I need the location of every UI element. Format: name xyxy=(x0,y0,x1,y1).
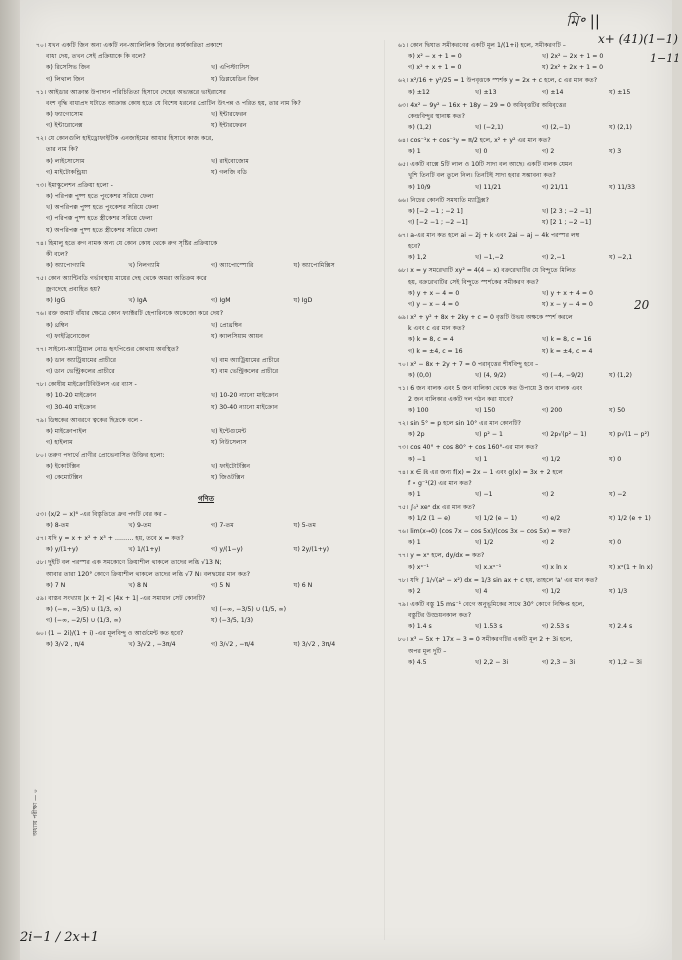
answer-options xyxy=(398,252,676,263)
answer-options xyxy=(36,320,376,342)
answer-option: খ) 0 xyxy=(475,148,488,156)
question-item xyxy=(36,533,376,555)
answer-option: খ) ফাইটোটক্সিন xyxy=(211,463,251,471)
question-stem: ৭৫। ∫₀¹ xeˣ dx এর মান কত? xyxy=(398,504,476,512)
answer-options xyxy=(36,260,376,271)
answer-option: খ) −1 xyxy=(475,491,493,499)
answer-option: গ) y − x − 4 = 0 xyxy=(408,301,459,309)
answer-option: খ) (4, 9/2) xyxy=(475,371,507,379)
answer-option: ক) 10/9 xyxy=(408,183,431,191)
answer-options xyxy=(398,122,676,133)
question-stem-continued: জ্রণদেহে প্রবাহিত হয়? xyxy=(46,286,101,294)
page-binding xyxy=(0,0,20,960)
math-section-heading: গণিত xyxy=(197,494,215,503)
answer-option: খ) y + x + 4 = 0 xyxy=(542,289,593,297)
answer-option: ঘ) [2 1 ; −2 −1] xyxy=(542,219,592,227)
answer-option: ক) y + x − 4 = 0 xyxy=(408,289,460,297)
question-stem: ৭০। x² − 8x + 2y + 7 = 0 পরাবৃত্তের শীর্ষবিন্দু হবে – xyxy=(398,360,539,368)
answer-options xyxy=(398,429,676,440)
handwritten-note-top-3: 1−11 xyxy=(650,52,681,65)
answer-option: গ) 2 xyxy=(542,148,555,156)
answer-option: গ) কেমোটক্সিন xyxy=(46,474,83,482)
answer-option: ঘ) 50 xyxy=(609,407,626,415)
answer-option: ক) ফ্যাগোসোম xyxy=(46,111,83,119)
question-item xyxy=(36,509,376,531)
question-item xyxy=(398,383,676,417)
answer-option: খ) 2,2 − 3i xyxy=(475,658,509,666)
answer-option: ক) 1.4 s xyxy=(408,623,432,631)
question-stem: ৭১। 6 জন বালক এবং 5 জন বালিকা থেকে কত উপায়ে 3 জন বালক এবং xyxy=(398,384,583,392)
answer-options xyxy=(398,513,676,524)
question-stem: ৫৩। (x/2 − x)⁶ -এর বিস্তৃতিতে ধ্রুব পদটি বের কর – xyxy=(36,510,167,518)
question-stem: ৮০। x³ − 5x + 17x − 3 = 0 সমীকরণটির একটি মূল 2 + 3i হলে, xyxy=(398,636,573,644)
question-stem-continued: কী বলে? xyxy=(46,250,68,258)
answer-options xyxy=(36,109,376,131)
answer-option: ঘ) IgD xyxy=(293,297,313,305)
answer-option: গ) (2,−1) xyxy=(542,124,571,132)
answer-option: ঘ) (−3/5, 1/3) xyxy=(211,617,254,625)
answer-option: খ) x.xˣ⁻¹ xyxy=(475,563,502,571)
question-item xyxy=(36,308,376,342)
answer-option: গ) 3/√2 , −π/4 xyxy=(211,641,255,649)
question-stem: ৭৯। একটি বস্তু 15 ms⁻¹ বেগে অনুভূমিকের সাথে 30° কোণে নিক্ষিপ্ত হলে, xyxy=(398,600,585,608)
answer-option: খ) ইন্টেগুমেন্ট xyxy=(211,427,247,435)
answer-option: গ) হাইলাম xyxy=(46,439,73,447)
question-item xyxy=(36,557,376,591)
answer-options xyxy=(398,334,676,356)
answer-option: গ) ±14 xyxy=(542,88,564,96)
handwritten-note-bottom: 2i−1 / 2x+1 xyxy=(20,930,100,945)
answer-option: খ) এপিস্ট্যাসিস xyxy=(211,64,250,72)
answer-options xyxy=(398,370,676,381)
answer-options xyxy=(398,562,676,573)
answer-option: খ) 1.53 s xyxy=(475,623,503,631)
math-question-list-right xyxy=(398,40,676,668)
answer-option: খ) 4 xyxy=(475,587,488,595)
question-item xyxy=(36,133,376,178)
answer-option: ক) 2 xyxy=(408,587,421,595)
answer-options xyxy=(398,405,676,416)
question-stem-continued: বস্তুটির উড্ডয়নকাল কত? xyxy=(408,612,471,620)
handwritten-note-margin: 20 xyxy=(634,298,650,312)
answer-option: ঘ) x − y − 4 = 0 xyxy=(542,301,593,309)
answer-option: ক) IgG xyxy=(46,297,66,305)
answer-option: ঘ) −2,1 xyxy=(609,254,633,262)
answer-option: গ) 2,3 − 3i xyxy=(542,658,576,666)
answer-option: ক) (1,2) xyxy=(408,124,432,132)
answer-option: খ) প্রোথ্রম্বিন xyxy=(211,321,242,329)
question-item xyxy=(398,502,676,524)
math-question-list xyxy=(36,509,376,651)
answer-option: গ) 21/11 xyxy=(542,183,569,191)
answer-option: ক) k = 8, c = 4 xyxy=(408,336,454,344)
answer-option: ঘ) ক্যালসিয়াম আয়ন xyxy=(211,332,263,340)
handwritten-note-top-2: x+ (41)(1−1) xyxy=(598,32,678,46)
answer-option: ঘ) নিউসেলাস xyxy=(211,439,247,447)
answer-option: ঘ) অ্যাপোমিক্সিস xyxy=(293,262,335,270)
answer-option: গ) 30-40 মাইক্রোন xyxy=(46,403,96,411)
answer-option: গ) 2,−1 xyxy=(542,254,566,262)
answer-option: ক) 10-20 মাইক্রোন xyxy=(46,392,97,400)
question-stem: ৭৭। y = xˣ হলে, dy/dx = কত? xyxy=(398,552,485,560)
question-stem: ৭৭। সাইনো-অ্যাট্রিয়াল নোড হৃৎপিণ্ডের কোথায় অবস্থিত? xyxy=(36,345,179,353)
question-item xyxy=(398,159,676,193)
question-item xyxy=(398,442,676,464)
question-stem-continued: হবে? xyxy=(408,243,421,251)
answer-options xyxy=(398,657,676,668)
question-stem: ৬৬। নিচের কোনটি সমঘাতি ম্যাট্রিক্স? xyxy=(398,196,489,204)
side-label: অধ্যায় পরীক্ষা — ০ xyxy=(32,789,39,836)
answer-options xyxy=(398,454,676,465)
answer-option: ঘ) ±15 xyxy=(609,88,631,96)
question-stem: ৬৯। x² + y² + 8x + 2ky + c = 0 বৃত্তটি উভয় অক্ষকে স্পর্শ করলে xyxy=(398,314,573,322)
answer-options xyxy=(36,62,376,84)
question-item xyxy=(36,450,376,484)
answer-option: ক) 1,2 xyxy=(408,254,427,262)
question-stem: ৭১। আইডার আক্রান্ত উপাদান পরিচিতিতা হিসাবে দেহের অভ্যন্তরে ভাইরাসের xyxy=(36,88,226,96)
answer-option: ঘ) 6 N xyxy=(293,581,313,589)
answer-option: গ) ফাইব্রিনোজেন xyxy=(46,332,90,340)
question-item xyxy=(36,40,376,85)
question-item xyxy=(398,634,676,668)
column-divider xyxy=(384,40,385,940)
question-stem: ৬৩। 4x² − 9y² − 16x + 18y − 29 = 0 অধিবৃত্তটির অধিবৃত্তের xyxy=(398,101,567,109)
answer-option: ক) (−∞, −3/5) ∪ (1/3, ∞) xyxy=(46,605,122,613)
answer-option: ক) অ্যাপোগ্যামি xyxy=(46,262,85,270)
answer-option: খ) নিলগ্যামি xyxy=(128,262,160,270)
question-item xyxy=(398,195,676,229)
answer-option: খ) 10-20 ন্যানো মাইক্রোন xyxy=(211,392,279,400)
answer-options xyxy=(398,621,676,632)
answer-option: খ) k = 8, c = 16 xyxy=(542,336,592,344)
answer-option: গ) (−4, −9/2) xyxy=(542,371,584,379)
question-stem: ৭৮। কোষীয় মাইক্রোটিবিউলস এর ব্যাস - xyxy=(36,381,137,389)
handwritten-note-top: মি॰ || xyxy=(566,12,600,30)
answer-option: ক) 100 xyxy=(408,407,429,415)
question-stem: ৭২। যে কোনগুলি হাইড্রোফাইটিক এনজাইমের আধার হিসাবে কাজ করে, xyxy=(36,135,214,143)
question-stem: ৬১। কোন দ্বিঘাত সমীকরণের একটি মূল 1/(1+i) হলে, সমীকরণটি – xyxy=(398,42,566,49)
answer-option: ঘ) −2 xyxy=(609,491,627,499)
question-stem: ৮০। তরুণ পদার্থে প্রাণীর প্রোভেনাসিত উক্তির হলো: xyxy=(36,452,165,460)
answer-option: ঘ) 3/√2 , 3π/4 xyxy=(293,641,336,649)
question-item xyxy=(398,599,676,633)
answer-option: ক) ডান অ্যাট্রিয়ামের প্রাচীরে xyxy=(46,357,116,365)
answer-option: ঘ) ইন্টারফেরন xyxy=(211,122,247,130)
question-item xyxy=(36,87,376,132)
answer-option: গ) IgM xyxy=(211,297,231,305)
question-stem: ৭২। sin 5° = p হলে sin 10° এর মান কোনটি? xyxy=(398,420,521,428)
answer-option: গ) 1/2 xyxy=(542,587,561,595)
answer-option: ঘ) ডিপ্লয়েডিন জিন xyxy=(211,75,259,83)
question-stem: ৫৭। যদি y = x + x² + x³ + ……… হয়, তবে x = কত? xyxy=(36,535,184,543)
question-stem: ৭৯। ডিম্বকের আবরণে ত্বকের ছিদ্রকে বলে - xyxy=(36,416,143,424)
question-stem: ৭৬। রক্ত জমাট বাঁধার ক্ষেত্রে কোন ফ্যাক্টরটি হেপারিনকে অকেজো করে দেয়? xyxy=(36,310,223,318)
answer-option: খ) IgA xyxy=(128,297,147,305)
question-stem: ৭৩। ইমাস্কুলেশন প্রক্রিয়া হলো - xyxy=(36,181,113,189)
question-stem: ৬৫। একটি বাক্সে 5টি লাল ও 10টি সাদা বল আছে। একটি বালক যেমন xyxy=(398,161,573,169)
answer-option: ঘ) 5-তম xyxy=(293,522,316,530)
answer-option: ক) 1 xyxy=(408,491,421,499)
question-stem: ৭০। যখন একটি জিন অন্য একটি নন-অ্যালিলিক জিনের কার্যকারিতা প্রকাশে xyxy=(36,42,223,49)
question-stem: ৭৬। lim(x→0) (cos 7x − cos 5x)/(cos 3x − cos 5x) = কত? xyxy=(398,528,571,536)
answer-option: ঘ) (1,2) xyxy=(609,371,632,379)
question-item xyxy=(36,593,376,627)
question-item xyxy=(398,467,676,501)
answer-option: গ) y/(1−y) xyxy=(211,546,243,554)
answer-option: খ) বাম অ্যাট্রিয়ামের প্রাচীরে xyxy=(211,357,280,365)
question-stem: ৭৪। x ∈ ℝ এর জন্য f(x) = 2x − 1 এবং g(x) = 3x + 2 হলে xyxy=(398,468,563,476)
answer-option: ক) 7 N xyxy=(46,581,66,589)
answer-option: ক) [−2 −1 ; −2 1] xyxy=(408,207,463,215)
right-column xyxy=(398,40,676,670)
answer-option: ঘ) 1/2 (e + 1) xyxy=(609,515,651,523)
question-item xyxy=(36,415,376,449)
question-stem: ৭৫। কোন অ্যান্টিবডি গর্ভাবস্থায় মায়ের দেহ থেকে অমরা অতিক্রম করে xyxy=(36,275,207,283)
answer-option: খ) 8 N xyxy=(128,581,148,589)
answer-option: ঘ) 2x² + 2x + 1 = 0 xyxy=(542,64,604,72)
answer-option: খ) ±13 xyxy=(475,88,497,96)
answer-option: ঘ) 1/3 xyxy=(609,587,628,595)
question-item xyxy=(398,135,676,157)
question-item xyxy=(36,180,376,236)
answer-option: ক) (0,0) xyxy=(408,371,432,379)
answer-options xyxy=(36,191,376,236)
answer-option: খ) (−∞, −3/5) ∪ (1/5, ∞) xyxy=(211,605,287,613)
answer-option: গ) 2.53 s xyxy=(542,623,570,631)
answer-options xyxy=(398,537,676,548)
answer-option: ক) x² − x + 1 = 0 xyxy=(408,53,462,61)
question-item xyxy=(398,575,676,597)
question-stem-continued: বংশ বৃদ্ধি বাধাপ্রদ ঘটাতে আক্রান্ত কোষ হতে যে বিশেষ ধরনের প্রোটিন উৎপন্ন ও পরিত হয়, তার নাম কি? xyxy=(46,99,301,107)
question-stem-continued: কেন্দ্রবিন্দুর স্থানাঙ্ক কত? xyxy=(408,112,465,120)
question-item xyxy=(398,40,676,74)
question-stem-continued: 2 জন বালিকার একটি দল গঠন করা যাবে? xyxy=(408,396,514,404)
answer-option: খ) 150 xyxy=(475,407,496,415)
answer-option: গ) লিথাল জিন xyxy=(46,75,85,83)
question-stem: ৬০। (1 − 2i)/(1 + i) -এর মূলবিন্দু ও আর্গুমেন্ট কত হবে? xyxy=(36,630,184,638)
answer-option: খ) −1,−2 xyxy=(475,254,504,262)
answer-option: গ) 2p√(p² − 1) xyxy=(542,431,587,439)
answer-option: গ) e/2 xyxy=(542,515,561,523)
answer-option: গ) অ্যাপোস্পোরি xyxy=(211,262,254,270)
biology-question-list xyxy=(36,40,376,484)
answer-option: ঘ) 11/33 xyxy=(609,183,636,191)
answer-option: খ) অপরিপক্ক পুষ্প হতে পুংকেশর সরিয়ে ফেলা xyxy=(46,204,159,212)
answer-option: ঘ) p√(1 − p²) xyxy=(609,431,650,439)
answer-option: খ) 1/2 xyxy=(475,539,494,547)
answer-option: ঘ) 1,2 − 3i xyxy=(609,658,642,666)
answer-option: ক) 2p xyxy=(408,431,425,439)
answer-options xyxy=(398,87,676,98)
question-stem-continued: f ∘ g⁻¹(2) এর মান কত? xyxy=(408,479,472,487)
answer-option: ক) 4.5 xyxy=(408,658,427,666)
question-stem: ৬৪। cos⁻¹x + cos⁻¹y = π/2 হলে, x² + y² এর মান কত? xyxy=(398,137,551,145)
question-stem: ৫৯। বাস্তব সংখ্যায় |x + 2| < |4x + 1| -এর সমাধান সেট কোনটি? xyxy=(36,594,206,602)
answer-options xyxy=(36,544,376,555)
question-stem-continued: বাধা দেয়, তখন সেই প্রক্রিয়াকে কি বলে? xyxy=(46,53,146,61)
answer-option: গ) মাইটোকন্ড্রিয়া xyxy=(46,168,88,176)
question-item xyxy=(36,628,376,650)
question-stem: ৭৮। যদি ∫ 1/√(a² − x²) dx = 1/3 sin ax + c হয়, তাহলে 'a' এর মান কত? xyxy=(398,576,598,584)
answer-options xyxy=(36,520,376,531)
question-stem-continued: k এবং c এর মান কত? xyxy=(408,325,465,333)
answer-option: ঘ) 0 xyxy=(609,455,622,463)
answer-option: ক) 3/√2 , π/4 xyxy=(46,641,85,649)
question-stem: ৭৪। হিমালু হতে রুগ নামক অন্য যে কোন কোষ থেকে রুগ সৃষ্টির প্রক্রিয়াকে xyxy=(36,239,218,247)
answer-option: গ) x ln x xyxy=(542,563,568,571)
question-stem: ৭৩। cos 40° + cos 80° + cos 160°-এর মান কত? xyxy=(398,444,538,452)
answer-option: গ) 7-তম xyxy=(211,522,234,530)
answer-options xyxy=(36,355,376,377)
answer-options xyxy=(36,295,376,306)
answer-option: ঘ) বাম ভেন্ট্রিকলের প্রাচীরে xyxy=(211,368,279,376)
answer-option: ক) পরিপক্ক পুষ্প হতে পুংকেশর সরিয়ে ফেলা xyxy=(46,193,154,201)
question-item xyxy=(36,344,376,378)
answer-option: ক) ইকোটক্সিন xyxy=(46,463,80,471)
answer-option: গ) k = ±4, c = 16 xyxy=(408,347,463,355)
answer-option: ঘ) k = ±4, c = 4 xyxy=(542,347,593,355)
answer-option: খ) 2x² − 2x + 1 = 0 xyxy=(542,53,604,61)
answer-option: গ) (−∞, −2/5) ∪ (1/3, ∞) xyxy=(46,617,122,625)
answer-options xyxy=(36,156,376,178)
answer-option: ক) থ্রম্বিন xyxy=(46,321,69,329)
question-stem-continued: হয়, বক্ররেখাটির সেই বিন্দুতে স্পর্শকের সমীকরণ কত? xyxy=(408,278,539,286)
answer-option: ক) 1 xyxy=(408,539,421,547)
question-item xyxy=(398,100,676,134)
answer-option: খ) [2 3 ; −2 −1] xyxy=(542,207,592,215)
answer-options xyxy=(398,51,676,73)
answer-option: ক) xˣ⁻¹ xyxy=(408,563,429,571)
answer-option: গ) 1/2 xyxy=(542,455,561,463)
answer-option: খ) 11/21 xyxy=(475,183,502,191)
answer-options xyxy=(398,489,676,500)
answer-option: ক) ±12 xyxy=(408,88,430,96)
answer-option: খ) রাইবোজোম xyxy=(211,157,249,165)
question-item xyxy=(36,379,376,413)
answer-option: ঘ) গলজি বডি xyxy=(211,168,247,176)
question-stem-continued: খুশি তিনটি বল তুলে নিল। তিনটিই সাদা হবার সম্ভাবনা কত? xyxy=(408,172,556,180)
answer-option: গ) ডান ভেন্ট্রিকলের প্রাচীরে xyxy=(46,368,115,376)
answer-option: গ) [−2 −1 ; −2 −1] xyxy=(408,219,468,227)
answer-options xyxy=(398,586,676,597)
answer-options xyxy=(398,182,676,193)
answer-option: গ) 5 N xyxy=(211,581,230,589)
answer-option: গ) 2 xyxy=(542,539,555,547)
answer-option: ক) 8-তম xyxy=(46,522,69,530)
answer-option: ঘ) অপরিপক্ক পুষ্প হতে স্ত্রীকেশর সরিয়ে ফেলা xyxy=(46,226,158,234)
answer-option: গ) x² + x + 1 = 0 xyxy=(408,64,462,72)
question-item xyxy=(398,230,676,264)
answer-option: ক) 1/2 (1 − e) xyxy=(408,515,451,523)
answer-option: ক) লাইসোসোম xyxy=(46,157,85,165)
question-stem: ৫৮। দুইটি বল পরস্পর এক সমকোণে ক্রিয়াশীল থাকলে তাদের লব্ধি √13 N; xyxy=(36,559,222,567)
question-item xyxy=(398,75,676,97)
question-stem: ৬৭। a-এর মান কত হলে ai − 2j + k এবং 2ai − aj − 4k পরস্পর লম্ব xyxy=(398,232,580,240)
answer-options xyxy=(36,639,376,650)
question-item xyxy=(398,359,676,381)
answer-option: ঘ) xˣ(1 + ln x) xyxy=(609,563,653,571)
answer-option: ঘ) 2y/(1+y) xyxy=(293,546,329,554)
answer-options xyxy=(36,390,376,412)
answer-options xyxy=(36,604,376,626)
question-item xyxy=(36,238,376,272)
answer-option: গ) পরিপক্ক পুষ্প হতে স্ত্রীকেশর সরিয়ে ফেলা xyxy=(46,215,153,223)
question-item xyxy=(398,418,676,440)
answer-options xyxy=(398,206,676,228)
answer-option: গ) 2 xyxy=(542,491,555,499)
answer-option: ঘ) 0 xyxy=(609,539,622,547)
answer-option: খ) p² − 1 xyxy=(475,431,503,439)
question-item xyxy=(398,526,676,548)
answer-option: খ) 1/2 (e − 1) xyxy=(475,515,518,523)
answer-option: খ) 1/(1+y) xyxy=(128,546,161,554)
answer-option: খ) 3/√2 , −3π/4 xyxy=(128,641,176,649)
answer-option: ক) 1 xyxy=(408,148,421,156)
answer-option: গ) ইন্টারোনেক্স xyxy=(46,122,83,130)
answer-option: ক) −1 xyxy=(408,455,426,463)
question-stem-continued: তার নাম কি? xyxy=(46,146,79,154)
answer-option: খ) 1 xyxy=(475,455,488,463)
answer-option: ক) y/(1+y) xyxy=(46,546,79,554)
answer-option: গ) 200 xyxy=(542,407,563,415)
question-stem-continued: আবার তারা 120° কোণে ক্রিয়াশীল থাকলে তাদের লব্ধি √7 N। বলদ্বয়ের মান কত? xyxy=(46,570,251,578)
question-item xyxy=(398,265,676,310)
answer-options xyxy=(398,288,676,310)
question-stem: ৬২। x²/16 + y²/25 = 1 উপবৃত্তকে স্পর্শক y = 2x + c হলে, c এর মান কত? xyxy=(398,77,598,85)
answer-option: ক) রিসেসিভ জিন xyxy=(46,64,90,72)
answer-option: ক) মাইক্রোপাইল xyxy=(46,427,87,435)
answer-options xyxy=(36,426,376,448)
answer-option: খ) ইন্টারফেরন xyxy=(211,111,247,119)
question-item xyxy=(398,312,676,357)
answer-option: ঘ) (2,1) xyxy=(609,124,632,132)
answer-option: ঘ) জিওটক্সিন xyxy=(211,474,245,482)
answer-option: খ) 9-তম xyxy=(128,522,152,530)
question-stem: ৬৮। x = y সমরেখাটি xy² = 4(4 − x) বক্ররেখাটির যে বিন্দুতে মিলিত xyxy=(398,267,576,275)
answer-option: ঘ) 2.4 s xyxy=(609,623,633,631)
answer-option: খ) (−2,1) xyxy=(475,124,504,132)
answer-options xyxy=(36,461,376,483)
answer-options xyxy=(36,580,376,591)
question-item xyxy=(398,550,676,572)
answer-option: ঘ) 30-40 ন্যানো মাইক্রোন xyxy=(211,403,278,411)
answer-option: ঘ) 3 xyxy=(609,148,622,156)
question-stem-continued: অপর মূল দুটি – xyxy=(408,647,447,655)
question-item xyxy=(36,273,376,307)
answer-options xyxy=(398,146,676,157)
left-column xyxy=(36,40,376,652)
